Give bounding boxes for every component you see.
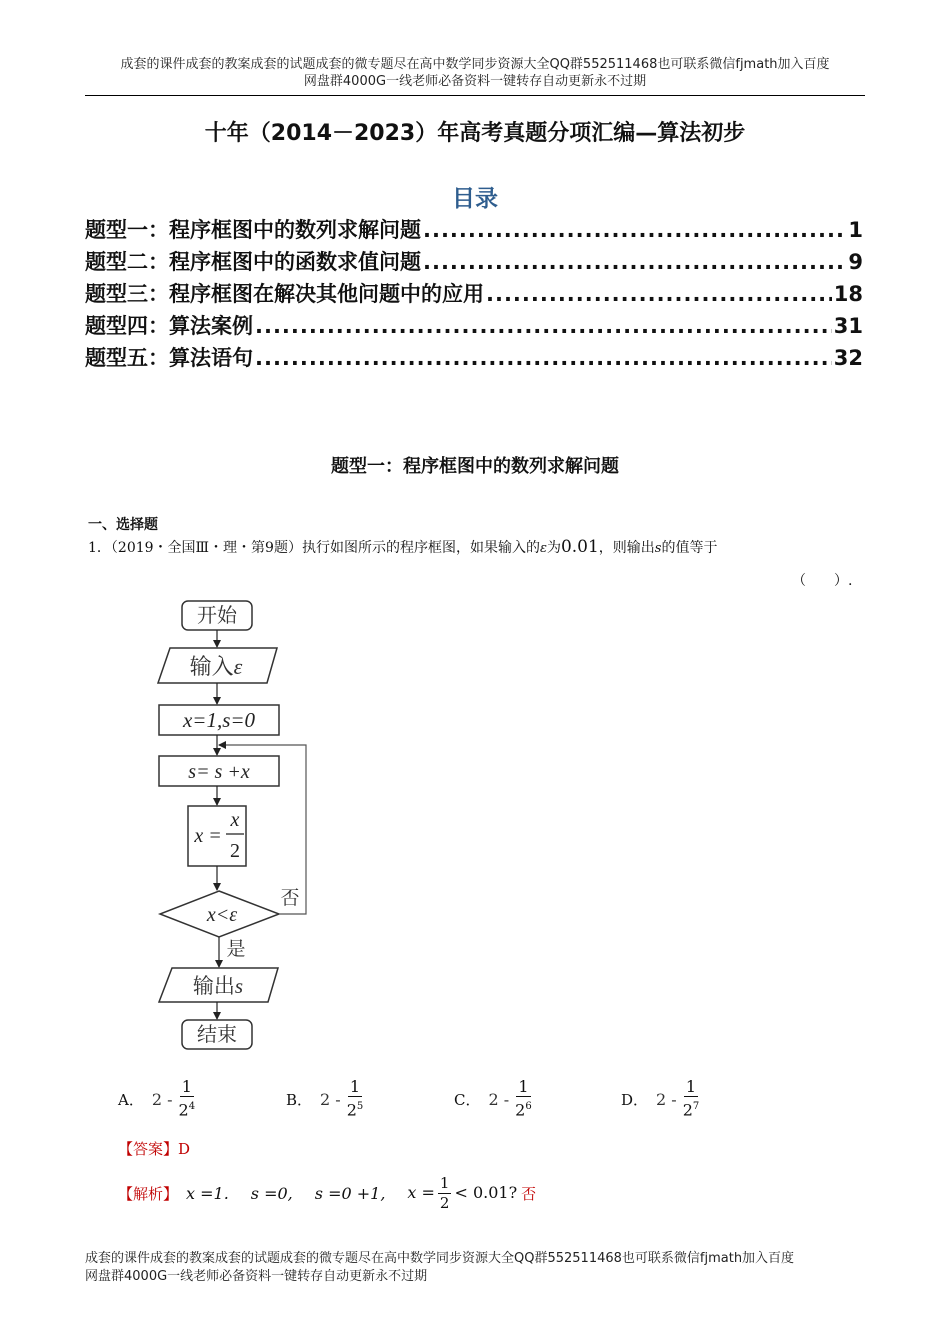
document-title: 十年（2014－2023）年高考真题分项汇编—算法初步 xyxy=(204,121,746,146)
option-fraction xyxy=(683,1078,700,1120)
option-base: 2 xyxy=(682,1100,693,1120)
option-fraction xyxy=(515,1078,532,1120)
option-numerator: 1 xyxy=(685,1076,697,1096)
header-rule xyxy=(85,95,865,96)
flow-input-var: ε xyxy=(233,654,243,679)
toc-item[interactable] xyxy=(85,214,863,246)
sub-heading: 一、选择题 xyxy=(88,517,158,533)
option-numerator: 1 xyxy=(518,1076,529,1096)
toc-item-label: 题型四：算法案例 xyxy=(85,314,253,338)
toc-item[interactable] xyxy=(85,278,863,310)
option-letter: A． xyxy=(118,1090,144,1109)
toc-leader-dots xyxy=(423,250,846,274)
toc-item[interactable] xyxy=(85,310,863,342)
problem-text-mid2: ，则输出 xyxy=(598,540,655,556)
flow-update-x-num: x xyxy=(230,809,240,831)
footer-line-2: 网盘群4000G一线老师必备资料一键转存自动更新永不过期 xyxy=(85,1269,428,1284)
option-base: 2 xyxy=(346,1100,357,1120)
toc-item-label: 题型一：程序框图中的数列求解问题 xyxy=(85,218,421,242)
flow-input-prefix: 输入 xyxy=(189,654,234,679)
option-letter: B． xyxy=(286,1090,313,1109)
analysis-step-2: s =0, xyxy=(250,1183,293,1203)
problem-text-mid: 为 xyxy=(546,540,561,556)
toc-item-label: 题型三：程序框图在解决其他问题中的应用 xyxy=(85,282,484,306)
option-base: 2 xyxy=(178,1100,189,1120)
analysis-tag: 【解析】 xyxy=(118,1184,179,1203)
flow-no-label: 否 xyxy=(280,888,300,909)
analysis-result: 否 xyxy=(521,1184,537,1203)
option-exponent: 5 xyxy=(356,1100,364,1112)
option-whole: 2 - xyxy=(488,1089,510,1109)
analysis-line xyxy=(118,1168,536,1218)
analysis-fraction-den: 2 xyxy=(439,1193,450,1212)
answer-options xyxy=(118,1075,818,1125)
toc-leader-dots xyxy=(255,314,832,338)
option-letter: C． xyxy=(454,1090,481,1109)
header-line-1: 成套的课件成套的教案成套的试题成套的微专题尽在高中数学同步资源大全QQ群552511468也可联系微信fjmath加入百度 xyxy=(120,57,830,72)
option-whole: 2 - xyxy=(151,1089,173,1109)
toc-item[interactable] xyxy=(85,342,863,374)
flow-condition-label: x<ε xyxy=(206,904,238,926)
answer-tag: 【答案】 xyxy=(118,1140,179,1158)
option-fraction xyxy=(179,1078,196,1120)
flow-output-prefix: 输出 xyxy=(192,974,235,998)
option-letter: D． xyxy=(621,1090,649,1109)
option-exponent: 7 xyxy=(692,1100,700,1112)
option-exponent: 4 xyxy=(188,1100,196,1112)
option-numerator: 1 xyxy=(181,1076,192,1096)
option-whole: 2 - xyxy=(320,1089,341,1109)
flow-update-x-den: 2 xyxy=(230,840,240,862)
flow-update-x-lhs: x = xyxy=(194,825,222,847)
option-numerator: 1 xyxy=(349,1076,361,1096)
problem-text-suffix: 的值等于 xyxy=(661,540,718,556)
section-heading: 题型一：程序框图中的数列求解问题 xyxy=(331,456,619,477)
page-footer xyxy=(85,1250,865,1286)
answer-value: D xyxy=(178,1140,191,1158)
toc-leader-dots xyxy=(255,346,832,370)
problem-statement xyxy=(88,537,878,559)
option-fraction xyxy=(347,1078,364,1120)
epsilon-value: 0.01 xyxy=(560,537,599,557)
s-symbol: s xyxy=(654,541,662,556)
flow-init-label: x=1,s=0 xyxy=(182,708,256,732)
toc-leader-dots xyxy=(486,282,832,306)
option-exponent: 6 xyxy=(525,1100,532,1112)
analysis-step-3: s =0 +1, xyxy=(314,1183,386,1203)
toc-item-label: 题型二：程序框图中的函数求值问题 xyxy=(85,250,421,274)
toc-leader-dots xyxy=(423,218,846,242)
toc-item-page: 32 xyxy=(833,346,863,370)
table-of-contents xyxy=(85,214,863,374)
option-whole: 2 - xyxy=(656,1089,677,1109)
epsilon-symbol: ε xyxy=(539,541,547,556)
analysis-step-4-lhs: x = xyxy=(407,1182,435,1202)
flowchart xyxy=(150,595,320,1055)
footer-line-1: 成套的课件成套的教案成套的试题成套的微专题尽在高中数学同步资源大全QQ群552511468也可联系微信fjmath加入百度 xyxy=(85,1251,795,1266)
answer-parentheses: （ ）. xyxy=(792,573,853,589)
flow-end-label: 结束 xyxy=(197,1024,237,1046)
flow-yes-label: 是 xyxy=(226,939,246,960)
flow-output-var: s xyxy=(234,974,244,998)
toc-item-page: 31 xyxy=(833,314,863,338)
toc-item-page: 1 xyxy=(848,218,863,242)
toc-heading: 目录 xyxy=(452,186,498,212)
option-base: 2 xyxy=(515,1100,526,1120)
flow-start-label: 开始 xyxy=(197,605,237,627)
problem-text-prefix: 1．（2019・全国Ⅲ・理・第9题）执行如图所示的程序框图，如果输入的 xyxy=(88,540,540,556)
answer-line xyxy=(118,1138,190,1159)
header-line-2: 网盘群4000G一线老师必备资料一键转存自动更新永不过期 xyxy=(303,74,647,89)
analysis-step-4-rhs: < 0.01? xyxy=(454,1182,518,1202)
toc-item-label: 题型五：算法语句 xyxy=(85,346,253,370)
analysis-fraction-num: 1 xyxy=(439,1173,450,1192)
option-a[interactable] xyxy=(118,1075,195,1123)
toc-item-page: 9 xyxy=(848,250,863,274)
option-d[interactable] xyxy=(621,1075,699,1123)
option-b[interactable] xyxy=(286,1075,363,1123)
toc-item-page: 18 xyxy=(833,282,863,306)
toc-item[interactable] xyxy=(85,246,863,278)
option-c[interactable] xyxy=(454,1075,532,1123)
flow-update-s-label: s= s +x xyxy=(188,761,250,783)
flow-input-label xyxy=(190,654,243,679)
flow-output-label xyxy=(193,974,243,998)
analysis-fraction xyxy=(438,1174,452,1213)
page-header xyxy=(85,56,865,90)
analysis-step-1: x =1. xyxy=(186,1183,229,1203)
analysis-step-4 xyxy=(407,1174,517,1213)
